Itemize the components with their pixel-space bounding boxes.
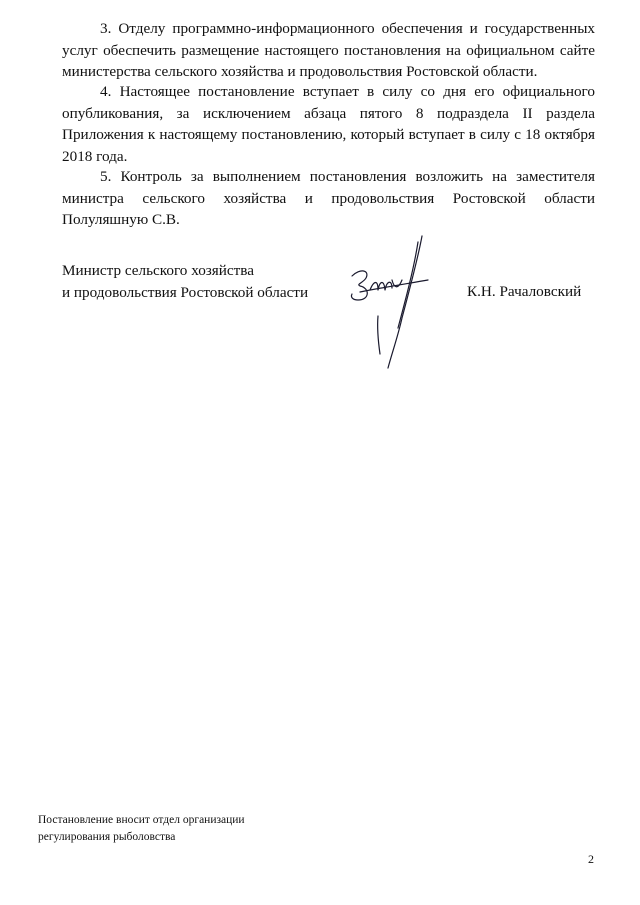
paragraph-item-3: 3. Отделу программно-информационного обеспечения и государственных услуг обеспечить размещение настоящего постановления на официальном сайте министерства сельского хозяйства и продовольствия Ростовской области. [62,20,595,80]
signatory-title-line1: Министр сельского хозяйства [62,262,255,279]
signatory-name: К.Н. Рачаловский [467,283,582,300]
paragraph-item-4: 4. Настоящее постановление вступает в силу со дня его официального опубликования, за исключением абзаца пятого 8 подраздела II раздела Приложения к настоящему постановлению, который вступает в силу с 18 октября 2018 года. [62,83,595,165]
footer-note-line2: регулирования рыболовства [38,831,176,843]
footer-note [38,812,245,846]
signatory-title [62,260,308,303]
handwritten-signature-icon [330,228,440,378]
footer-note-line1: Постановление вносит отдел организации [38,814,245,826]
paragraph-item-5: 5. Контроль за выполнением постановления возложить на заместителя министра сельского хозяйства и продовольствия Ростовской области Полуляшную С.В. [62,168,595,228]
signatory-title-line2: и продовольствия Ростовской области [62,283,309,301]
page-number: 2 [588,852,594,866]
